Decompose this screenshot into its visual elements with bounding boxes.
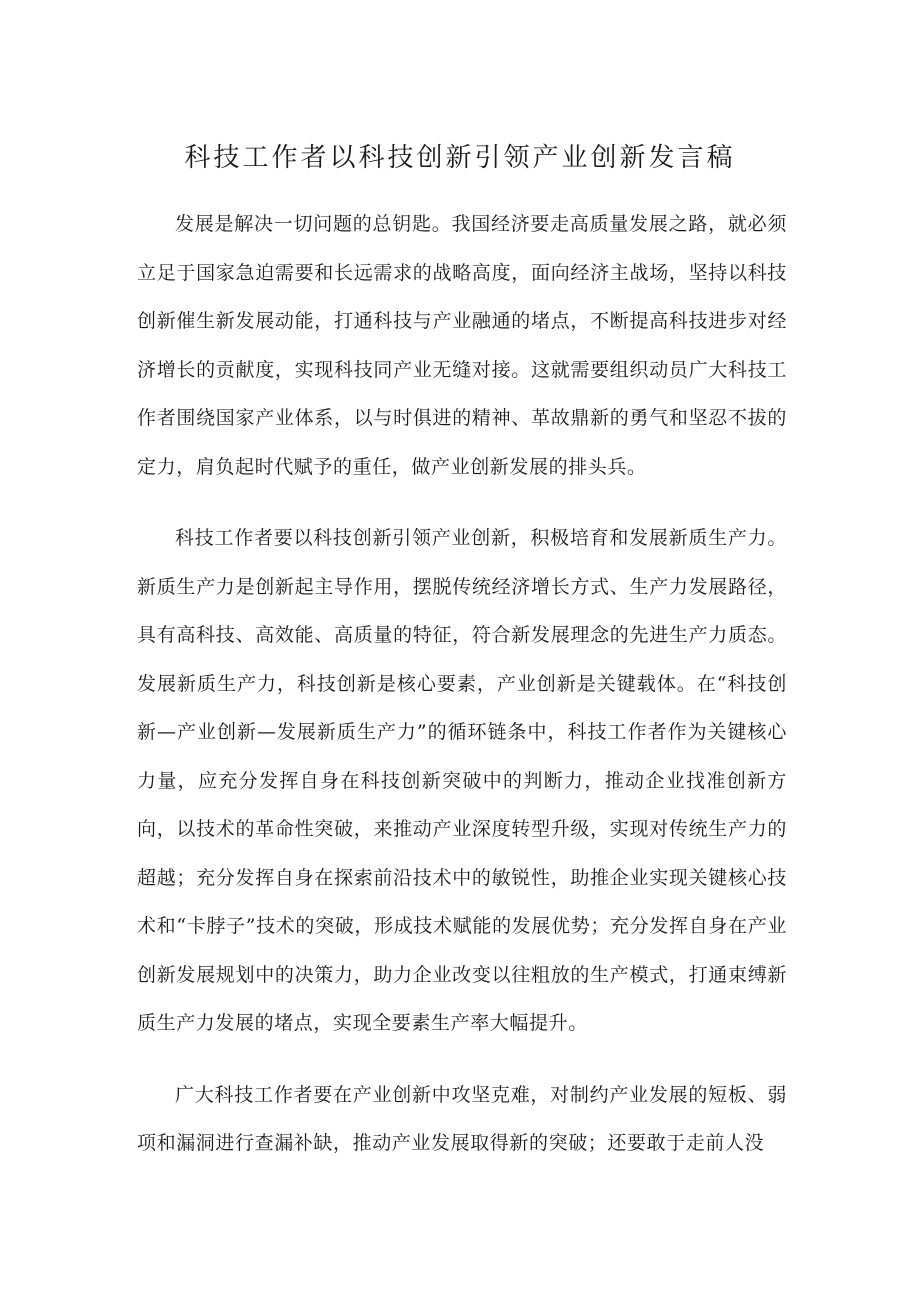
- paragraph-3: 广大科技工作者要在产业创新中攻坚克难，对制约产业发展的短板、弱项和漏洞进行查漏补缺，推动产业发展取得新的突破；还要敢于走前人没: [137, 1083, 787, 1154]
- paragraph-1: 发展是解决一切问题的总钥匙。我国经济要走高质量发展之路，就必须立足于国家急迫需要和长远需求的战略高度，面向经济主战场，坚持以科技创新催生新发展动能，打通科技与产业融通的堵点，不断提高科技进步对经济增长的贡献度，实现科技同产业无缝对接。这就需要组织动员广大科技工作者围绕国家产业体系，以与时俱进的精神、革故鼎新的勇气和坚忍不拔的定力，肩负起时代赋予的重任，做产业创新发展的排头兵。: [137, 213, 787, 478]
- document-title: 科技工作者以科技创新引领产业创新发言稿: [184, 143, 736, 173]
- paragraph-2: 科技工作者要以科技创新引领产业创新，积极培育和发展新质生产力。新质生产力是创新起主导作用，摆脱传统经济增长方式、生产力发展路径，具有高科技、高效能、高质量的特征，符合新发展理念的先进生产力质态。发展新质生产力，科技创新是核心要素，产业创新是关键载体。在“科技创新—产业创新—发展新质生产力”的循环链条中，科技工作者作为关键核心力量，应充分发挥自身在科技创新突破中的判断力，推动企业找准创新方向，以技术的革命性突破，来推动产业深度转型升级，实现对传统生产力的超越；充分发挥自身在探索前沿技术中的敏锐性，助推企业实现关键核心技术和“卡脖子”技术的突破，形成技术赋能的发展优势；充分发挥自身在产业创新发展规划中的决策力，助力企业改变以往粗放的生产模式，打通束缚新质生产力发展的堵点，实现全要素生产率大幅提升。: [137, 527, 787, 1034]
- document-body: [137, 200, 787, 1191]
